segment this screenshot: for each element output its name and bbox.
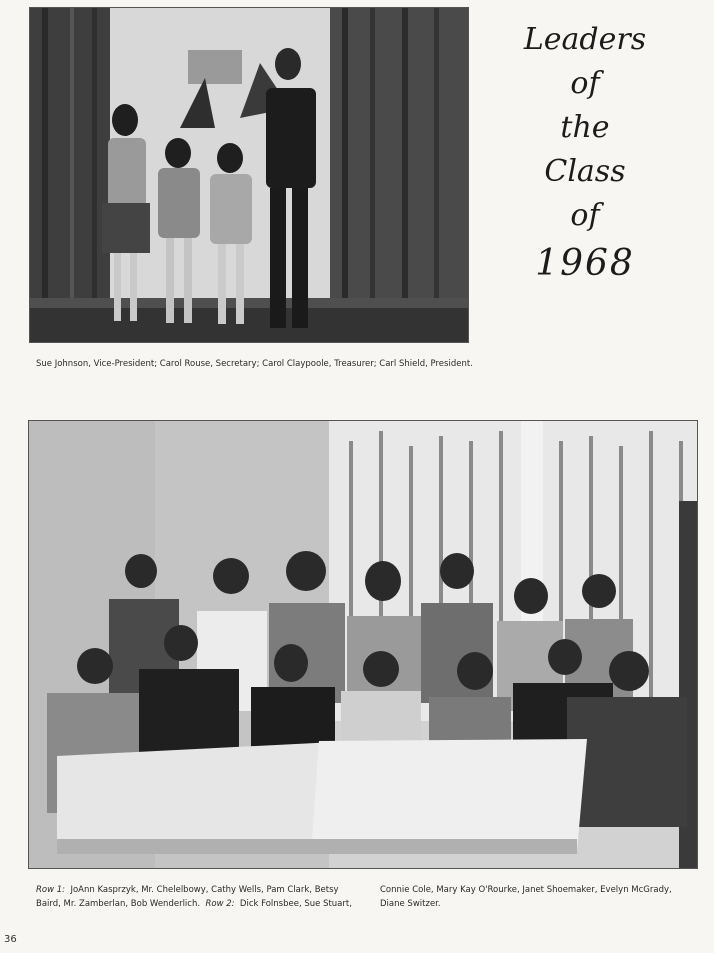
row-1-label: Row 1: <box>36 885 66 895</box>
page-number: 36 <box>4 934 17 945</box>
headline-line: the <box>560 110 610 145</box>
headline-line: Leaders <box>523 22 647 57</box>
page-headline <box>520 18 650 286</box>
row-1-names: JoAnn Kasprzyk, Mr. Chelelbowy, Cathy Wells, Pam Clark, Betsy Baird, Mr. Zamberlan, Bob Wenderlich. <box>36 885 339 909</box>
headline-line: of <box>570 198 600 233</box>
headline-year: 1968 <box>535 243 635 284</box>
row-2-names: Dick Folnsbee, Sue Stuart, <box>239 899 352 909</box>
group-caption-right: Connie Cole, Mary Kay O'Rourke, Janet Shoemaker, Evelyn McGrady, Diane Switzer. <box>380 885 672 909</box>
headline-line: Class <box>544 154 626 189</box>
group-photo <box>28 420 698 869</box>
headline-line: of <box>570 66 600 101</box>
group-caption-left <box>36 883 356 911</box>
officers-caption: Sue Johnson, Vice-President; Carol Rouse, Secretary; Carol Claypoole, Treasurer; Carl Shield, President. <box>36 359 473 369</box>
row-2-label: Row 2: <box>205 899 235 909</box>
officers-photo <box>29 7 469 343</box>
